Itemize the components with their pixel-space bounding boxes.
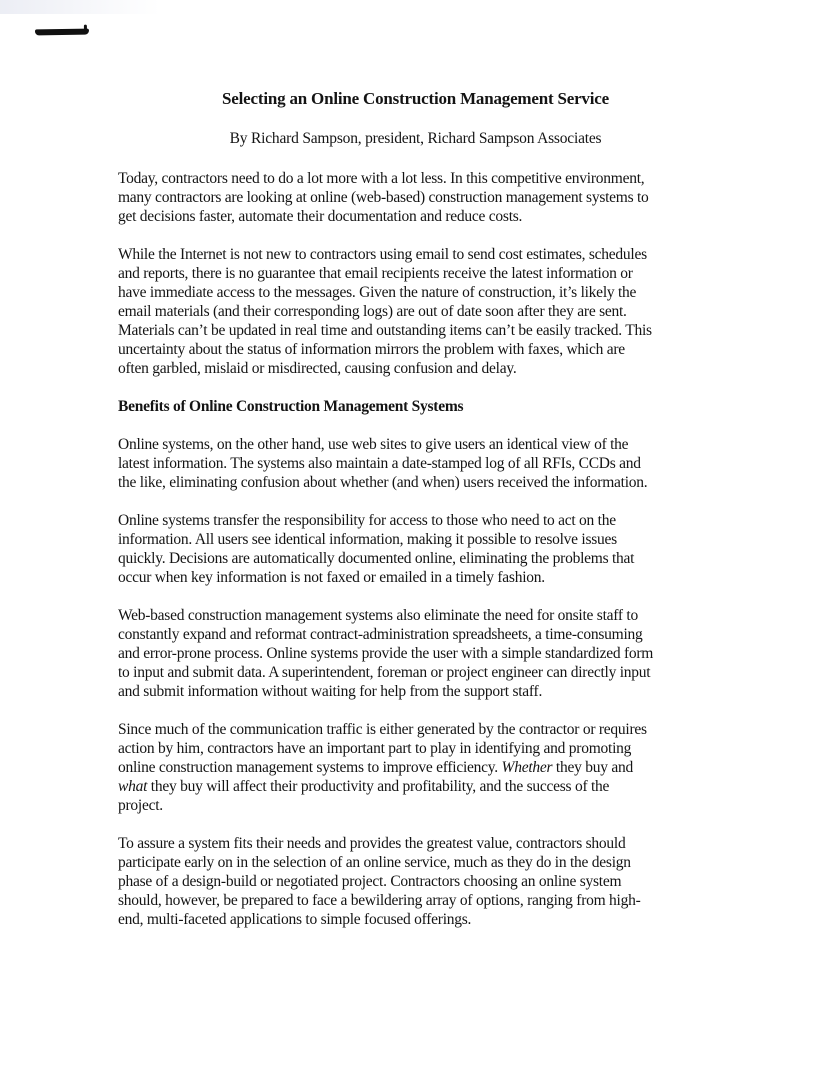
text-line: Since much of the communication traffic is either generated by the contractor or requires	[118, 721, 647, 738]
text-run: they buy will affect their productivity and profitability, and the success of the	[147, 778, 610, 795]
text-line: participate early on in the selection of an online service, much as they do in the design	[118, 854, 631, 871]
text-line: information. All users see identical information, making it possible to resolve issues	[118, 531, 617, 548]
paragraph-intro	[118, 169, 730, 226]
text-line: constantly expand and reformat contract-administration spreadsheets, a time-consuming	[118, 626, 643, 643]
text-run: online construction management systems to improve efficiency.	[118, 759, 502, 776]
text-line: Materials can’t be updated in real time and outstanding items can’t be easily tracked. This	[118, 322, 652, 339]
text-line: project.	[118, 797, 163, 814]
text-line: and submit information without waiting for help from the support staff.	[118, 683, 543, 700]
byline: By Richard Sampson, president, Richard Sampson Associates	[229, 130, 602, 147]
text-line: latest information. The systems also maintain a date-stamped log of all RFIs, CCDs and	[118, 455, 641, 472]
text-line: the like, eliminating confusion about whether (and when) users received the information.	[118, 474, 648, 491]
text-line: Online systems transfer the responsibility for access to those who need to act on the	[118, 512, 616, 529]
emphasis-what: what	[118, 778, 148, 795]
text-line: action by him, contractors have an important part to play in identifying and promoting	[118, 740, 632, 757]
paragraph-communication-traffic	[118, 720, 730, 815]
document-title: Selecting an Online Construction Management Service	[222, 89, 609, 108]
pen-mark	[35, 29, 89, 36]
text-line: end, multi-faceted applications to simple focused offerings.	[118, 911, 472, 928]
emphasis-whether: Whether	[501, 759, 553, 776]
paragraph-responsibility	[118, 511, 730, 587]
text-line: have immediate access to the messages. Given the nature of construction, it’s likely the	[118, 284, 637, 301]
text-line: Online systems, on the other hand, use web sites to give users an identical view of the	[118, 436, 629, 453]
document-body	[118, 169, 730, 948]
text-line: get decisions faster, automate their documentation and reduce costs.	[118, 208, 523, 225]
text-line: While the Internet is not new to contractors using email to send cost estimates, schedules	[118, 246, 647, 263]
text-line: many contractors are looking at online (web-based) construction management systems to	[118, 189, 649, 206]
text-run: they buy and	[552, 759, 633, 776]
text-line: to input and submit data. A superintendent, foreman or project engineer can directly input	[118, 664, 651, 681]
text-line: should, however, be prepared to face a bewildering array of options, ranging from high-	[118, 892, 641, 909]
text-line: often garbled, mislaid or misdirected, causing confusion and delay.	[118, 360, 517, 377]
paragraph-spreadsheets	[118, 606, 730, 701]
text-line: email materials (and their corresponding logs) are out of date soon after they are sent.	[118, 303, 627, 320]
text-line: Web-based construction management systems also eliminate the need for onsite staff to	[118, 607, 638, 624]
text-line: To assure a system fits their needs and provides the greatest value, contractors should	[118, 835, 626, 852]
text-line: phase of a design-build or negotiated project. Contractors choosing an online system	[118, 873, 622, 890]
paragraph-assure-fit	[118, 834, 730, 929]
paragraph-identical-view	[118, 435, 730, 492]
text-line	[118, 777, 730, 796]
text-line	[118, 758, 730, 777]
text-line: and error-prone process. Online systems provide the user with a simple standardized form	[118, 645, 654, 662]
scan-artifact	[0, 0, 160, 14]
section-heading: Benefits of Online Construction Management Systems	[118, 398, 464, 415]
text-line: occur when key information is not faxed or emailed in a timely fashion.	[118, 569, 545, 586]
text-line: and reports, there is no guarantee that email recipients receive the latest information or	[118, 265, 633, 282]
text-line: quickly. Decisions are automatically documented online, eliminating the problems that	[118, 550, 635, 567]
paragraph-email-problem	[118, 245, 730, 378]
text-line: Today, contractors need to do a lot more with a lot less. In this competitive environment,	[118, 170, 645, 187]
text-line: uncertainty about the status of information mirrors the problem with faxes, which are	[118, 341, 625, 358]
